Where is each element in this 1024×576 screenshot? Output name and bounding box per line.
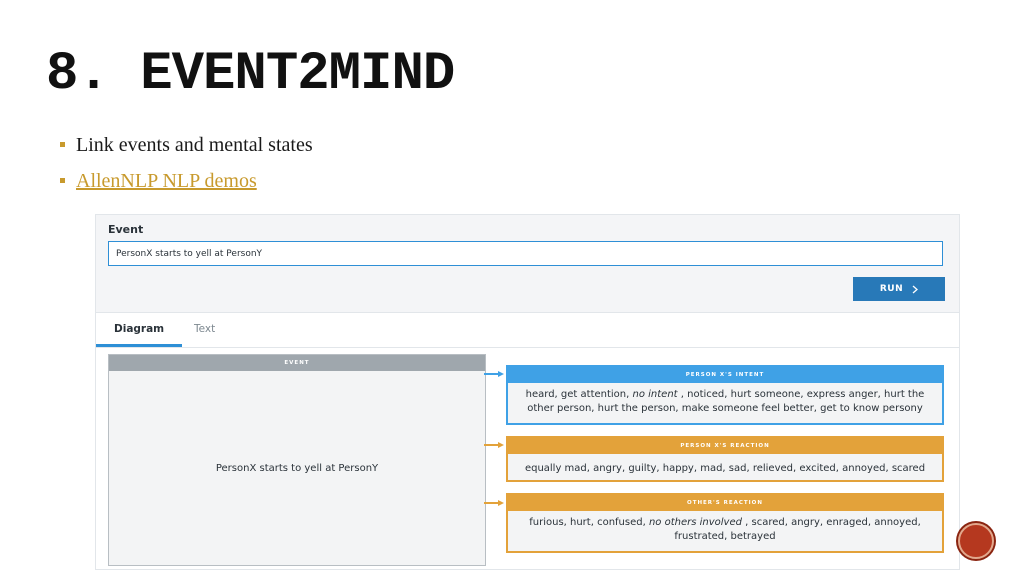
intent-node [506,365,944,425]
others-header: OTHER'S REACTION [508,495,942,511]
others-text [508,511,942,544]
run-button[interactable] [853,277,945,301]
event-node-header: EVENT [109,355,485,371]
arrow-head-icon [498,442,504,448]
others-text-part: , scared, angry, enraged, annoyed, frustrated, betrayed [674,517,921,542]
square-bullet-icon [60,178,65,183]
others-text-italic: no others involved [648,517,742,528]
slide-title: 8. EVENT2MIND [46,44,455,105]
arrow-head-icon [498,371,504,377]
demo-screenshot [95,214,960,570]
run-label: RUN [879,284,904,294]
event-form [96,215,959,313]
intent-text-part: heard, get attention, [525,389,633,400]
event-input[interactable] [108,241,943,266]
intent-text [508,383,942,416]
square-bullet-icon [60,142,65,147]
intent-text-italic: no intent [632,389,678,400]
others-arrow [484,500,504,506]
intent-header: PERSON X'S INTENT [508,367,942,383]
intent-text-part: , noticed, hurt someone, express anger, hurt the other person, hurt the person, make someone feel better, get to know persony [527,389,925,414]
reaction-arrow [484,442,504,448]
allennlp-demos-link[interactable]: AllenNLP NLP demos [76,170,257,192]
decorative-circle-icon [958,523,994,559]
reaction-header: PERSON X'S REACTION [508,438,942,454]
event-node [108,354,486,566]
tab-divider [96,347,959,348]
view-tabs [96,313,959,347]
bullet-item [60,169,313,205]
others-node [506,493,944,553]
reaction-node [506,436,944,482]
chevron-right-icon [912,285,918,294]
event-label: Event [108,223,144,236]
reaction-text: equally mad, angry, guilty, happy, mad, sad, relieved, excited, annoyed, scared [524,463,926,474]
bullet-list [60,133,313,205]
others-text-part: furious, hurt, confused, [529,517,649,528]
tab-text[interactable]: Text [194,323,216,335]
arrow-head-icon [498,500,504,506]
intent-arrow [484,371,504,377]
event-node-text: PersonX starts to yell at PersonY [215,462,379,474]
bullet-text: Link events and mental states [76,134,313,156]
tab-diagram[interactable]: Diagram [96,321,182,347]
bullet-item [60,133,313,169]
